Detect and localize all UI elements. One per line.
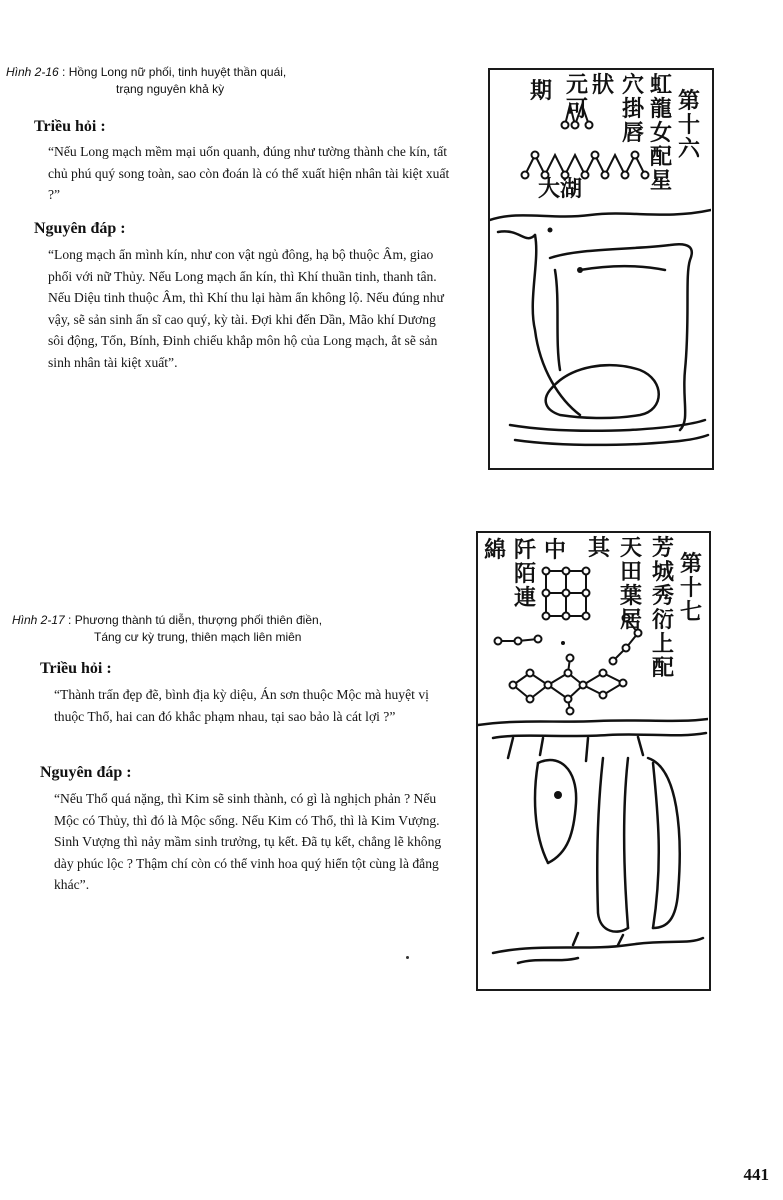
- question-text-2: “Thành trấn đẹp đẽ, bình địa kỳ diệu, Án sơn thuộc Mộc mà huyệt vị thuộc Thổ, hai can đó khắc phạm nhau, tại sao bảo là cát lợi ?”: [54, 687, 429, 724]
- figure-2-16-caption: [6, 64, 476, 98]
- stray-dot: [406, 956, 409, 959]
- figure-2-17-col6: 阡陌連: [513, 538, 536, 611]
- figure-2-17-col1: 第十七: [679, 552, 702, 625]
- figure-2-17-label: Hình 2-17: [12, 613, 65, 627]
- figure-2-17-caption-line1: : Phương thành tú diễn, thượng phối thiên điền,: [68, 613, 323, 627]
- figure-2-16-col5: 元可: [565, 73, 588, 122]
- figure-2-17-caption-line2: Táng cư kỳ trung, thiên mạch liên miên: [94, 630, 302, 644]
- figure-2-17-diagram: [476, 531, 711, 991]
- answer-text-2: “Nếu Thổ quá nặng, thì Kim sẽ sinh thành, có gì là nghịch phản ? Nếu Mộc có Thủy, thì đó là Mộc sống. Nếu Kim có Thổ, thì là Kim Vượng. Sinh Vượng thì nảy mầm sinh trưởng, tụ kết. Đã tụ kết, chẳng lẽ không dày phúc lộc ? Thậm chí còn có thể vinh hoa quý hiển tột cùng là đẳng khác”.: [54, 791, 442, 892]
- figure-2-16-lower-label: 大湖: [537, 177, 582, 202]
- figure-2-16-diagram: [488, 68, 714, 470]
- figure-2-17-caption: [12, 612, 482, 646]
- figure-2-16-caption-line2: trạng nguyên khả kỳ: [116, 82, 225, 96]
- figure-2-16-col3: 穴掛唇: [621, 73, 644, 146]
- figure-2-16-col2: 虹龍女配星: [649, 73, 672, 194]
- answer-heading-1: Nguyên đáp :: [34, 220, 126, 237]
- figure-2-17-col4: 其: [587, 536, 610, 561]
- figure-2-16-label: Hình 2-16: [6, 65, 59, 79]
- question-heading-1: Triều hỏi :: [34, 118, 106, 135]
- answer-text-1: “Long mạch ẩn mình kín, như con vật ngủ đông, hạ bộ thuộc Âm, giao phối với nữ Thủy. Nếu Long mạch ẩn kín, thì Khí thuần tinh, thanh tân. Nếu Diệu tinh thuộc Âm, thì Khí thu lại hàm ẩn không lộ. Nếu đúng như vậy, sẽ sản sinh ẩn sĩ cao quý, kỳ tài. Đợi khi đến Dần, Mão khí Dương sôi động, Tốn, Bính, Đinh chiếu khắp môn hộ của Long mạch, ắt sẽ sản sinh nhân tài kiệt xuất”.: [48, 247, 444, 370]
- figure-2-16-col4: 狀: [591, 73, 614, 98]
- figure-2-16-col6: 期: [529, 79, 552, 104]
- question-heading-2: Triều hỏi :: [40, 660, 112, 677]
- question-text-1: “Nếu Long mạch mềm mại uốn quanh, đúng như tường thành che kín, tất chủ phú quý song toàn, sao còn đoán là có thể xuất hiện nhân tài kiệt xuất ?”: [48, 144, 450, 202]
- figure-2-17-col2: 芳城秀衍上配: [651, 536, 674, 681]
- figure-2-17-col5: 中: [543, 538, 566, 563]
- figure-2-16-col1: 第十六: [677, 89, 700, 162]
- figure-2-17-col3: 天田葉居: [619, 536, 642, 633]
- figure-2-17-col7: 綿: [483, 538, 506, 563]
- figure-2-16-caption-line1: : Hồng Long nữ phối, tinh huyệt thần quái,: [62, 65, 287, 79]
- page-number: 441: [743, 1165, 769, 1184]
- answer-heading-2: Nguyên đáp :: [40, 764, 132, 781]
